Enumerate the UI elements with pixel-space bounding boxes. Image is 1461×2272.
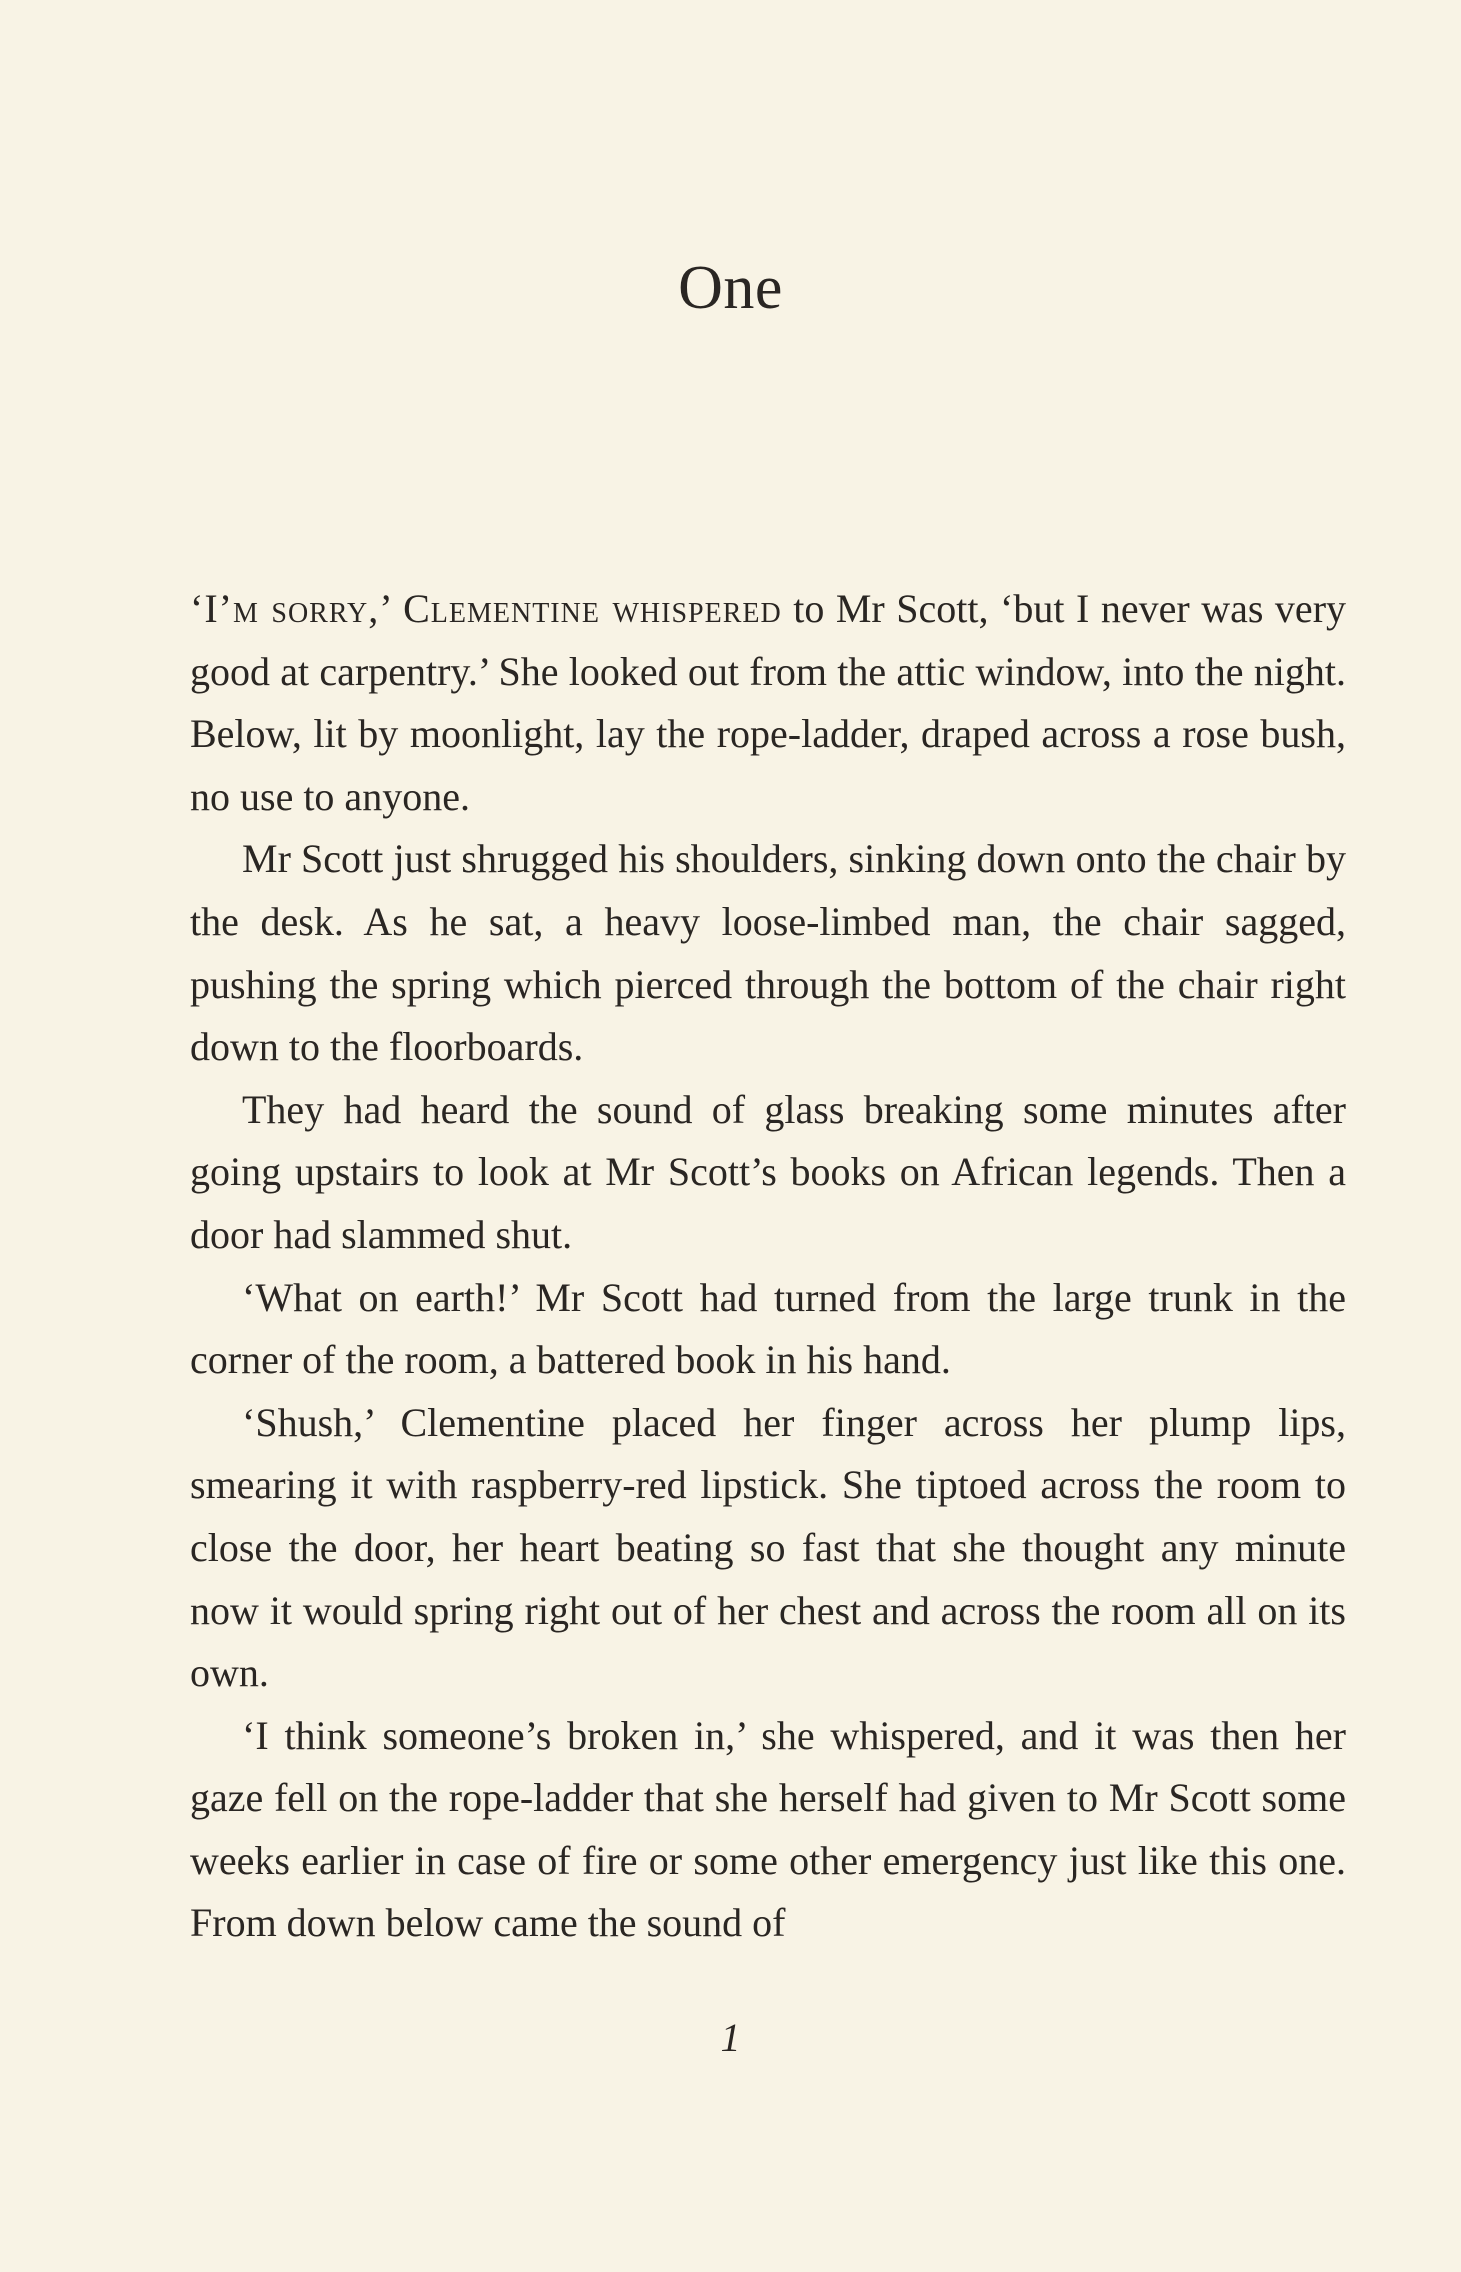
paragraph: They had heard the sound of glass breaking some minutes after going upstairs to look at Mr Scott’s books on African legends. Then a door had slammed shut.: [190, 1086, 1346, 1257]
chapter-title: One: [678, 254, 783, 322]
body-text: [190, 578, 1346, 1955]
opening-paragraph: [190, 578, 1346, 828]
paragraph: ‘Shush,’ Clementine placed her finger across her plump lips, smearing it with raspberry-red lipstick. She tiptoed across the room to close the door, her heart beating so fast that she thought any minute now it would spring right out of her chest and across the room all on its own.: [190, 1399, 1346, 1696]
opening-text: to Mr Scott, ‘but I never was very good at carpentry.’ She looked out from the attic window, into the night. Below, lit by moonlight, lay the rope-ladder, draped across a rose bush, no use to anyone.: [190, 586, 1347, 819]
page-number: 1: [720, 2015, 741, 2060]
opening-smallcaps: ‘I’m sorry,’ Clementine whispered: [190, 586, 782, 631]
paragraph: Mr Scott just shrugged his shoulders, sinking down onto the chair by the desk. As he sat, a heavy loose-limbed man, the chair sagged, pushing the spring which pierced through the bottom of the chair right down to the floorboards.: [190, 836, 1346, 1070]
paragraph: ‘What on earth!’ Mr Scott had turned from the large trunk in the corner of the room, a battered book in his hand.: [190, 1274, 1346, 1383]
paragraph: ‘I think someone’s broken in,’ she whispered, and it was then her gaze fell on the rope-ladder that she herself had given to Mr Scott some weeks earlier in case of fire or some other emergency just like this one. From down below came the sound of: [190, 1712, 1346, 1946]
